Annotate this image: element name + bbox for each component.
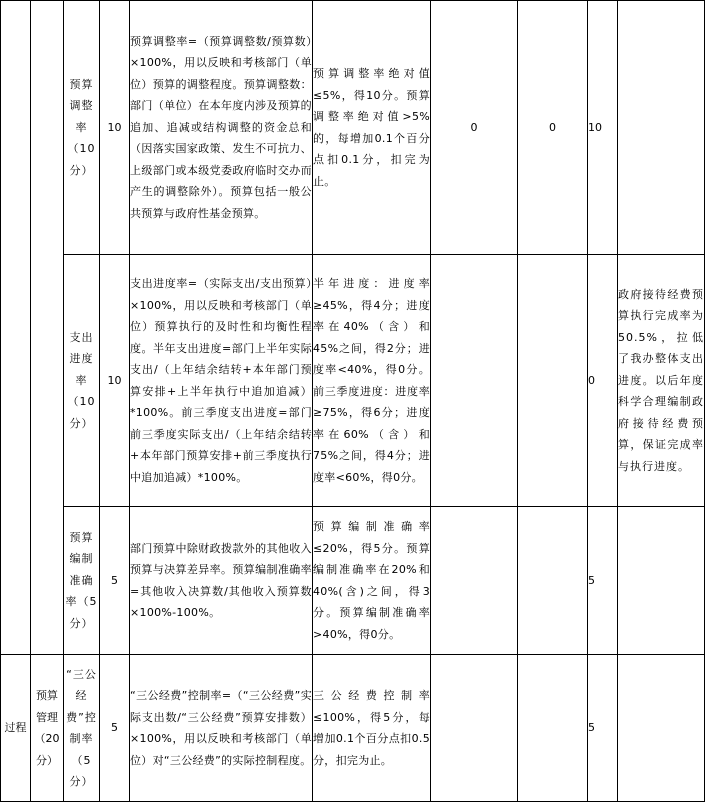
value-col6 bbox=[518, 507, 588, 655]
table-row bbox=[1, 1, 705, 255]
score-value: 10 bbox=[588, 1, 618, 255]
value-col6: 0 bbox=[518, 1, 588, 255]
value-col5 bbox=[431, 507, 518, 655]
score-value: 5 bbox=[588, 507, 618, 655]
indicator-name: 预算调整率（10分） bbox=[64, 1, 100, 255]
table-row bbox=[1, 507, 705, 655]
scoring-standard: 预算编制准确率≤20%，得5分。预算编制准确率在20%和40%(含)之间，得3分。预算编制准确率>40%，得0分。 bbox=[313, 507, 431, 655]
remark-cell bbox=[618, 655, 705, 802]
value-col5: 0 bbox=[431, 1, 518, 255]
value-col5 bbox=[431, 655, 518, 802]
indicator-description: “三公经费”控制率=（“三公经费”实际支出数/“三公经费”预算安排数）×100%，用以反映和考核部门（单位）对“三公经费”的实际控制程度。 bbox=[130, 655, 313, 802]
subcategory-cell: 预算管理（20分） bbox=[31, 655, 64, 802]
indicator-weight: 10 bbox=[100, 1, 130, 255]
indicator-weight: 5 bbox=[100, 655, 130, 802]
scoring-standard: 预算调整率绝对值≤5%，得10分。预算调整率绝对值>5%的，每增加0.1个百分点扣0.1分，扣完为止。 bbox=[313, 1, 431, 255]
subcategory-cell-empty bbox=[31, 1, 64, 655]
category-cell: 过程 bbox=[1, 655, 31, 802]
indicator-name: “三公经费”控制率（5分） bbox=[64, 655, 100, 802]
indicator-weight: 10 bbox=[100, 255, 130, 507]
value-col6 bbox=[518, 655, 588, 802]
indicator-weight: 5 bbox=[100, 507, 130, 655]
category-cell-empty bbox=[1, 1, 31, 655]
scoring-standard: 三公经费控制率≤100%，得5分，每增加0.1个百分点扣0.5分，扣完为止。 bbox=[313, 655, 431, 802]
indicator-name: 支出进度率（10分） bbox=[64, 255, 100, 507]
remark-cell bbox=[618, 1, 705, 255]
indicator-name: 预算编制准确率（5分） bbox=[64, 507, 100, 655]
indicator-description: 支出进度率=（实际支出/支出预算）×100%，用以反映和考核部门（单位）预算执行的及时性和均衡性程度。半年支出进度=部门上半年实际支出/（上年结余结转+本年部门预算安排+上半年执行中追加追减）*100%。前三季度支出进度=部门前三季度实际支出/（上年结余结转+本年部门预算安排+前三季度执行中追加追减）*100%。 bbox=[130, 255, 313, 507]
indicator-description: 预算调整率=（预算调整数/预算数）×100%，用以反映和考核部门（单位）预算的调整程度。预算调整数：部门（单位）在本年度内涉及预算的追加、追减或结构调整的资金总和（因落实国家政策、发生不可抗力、上级部门或本级党委政府临时交办而产生的调整除外）。预算包括一般公共预算与政府性基金预算。 bbox=[130, 1, 313, 255]
score-value: 5 bbox=[588, 655, 618, 802]
remark-cell: 政府接待经费预算执行完成率为50.5%，拉低了我办整体支出进度。以后年度科学合理编制政府接待经费预算，保证完成率与执行进度。 bbox=[618, 255, 705, 507]
remark-cell bbox=[618, 507, 705, 655]
value-col5 bbox=[431, 255, 518, 507]
score-value: 0 bbox=[588, 255, 618, 507]
indicator-description: 部门预算中除财政拨款外的其他收入预算与决算差异率。预算编制准确率=其他收入决算数/其他收入预算数×100%-100%。 bbox=[130, 507, 313, 655]
scoring-standard: 半年进度：进度率≥45%，得4分；进度率在40%（含）和45%之间，得2分；进度率<40%，得0分。前三季度进度：进度率≥75%，得6分；进度率在60%（含）和75%之间，得4分；进度率<60%，得0分。 bbox=[313, 255, 431, 507]
table-row bbox=[1, 255, 705, 507]
value-col6 bbox=[518, 255, 588, 507]
table-row bbox=[1, 655, 705, 802]
